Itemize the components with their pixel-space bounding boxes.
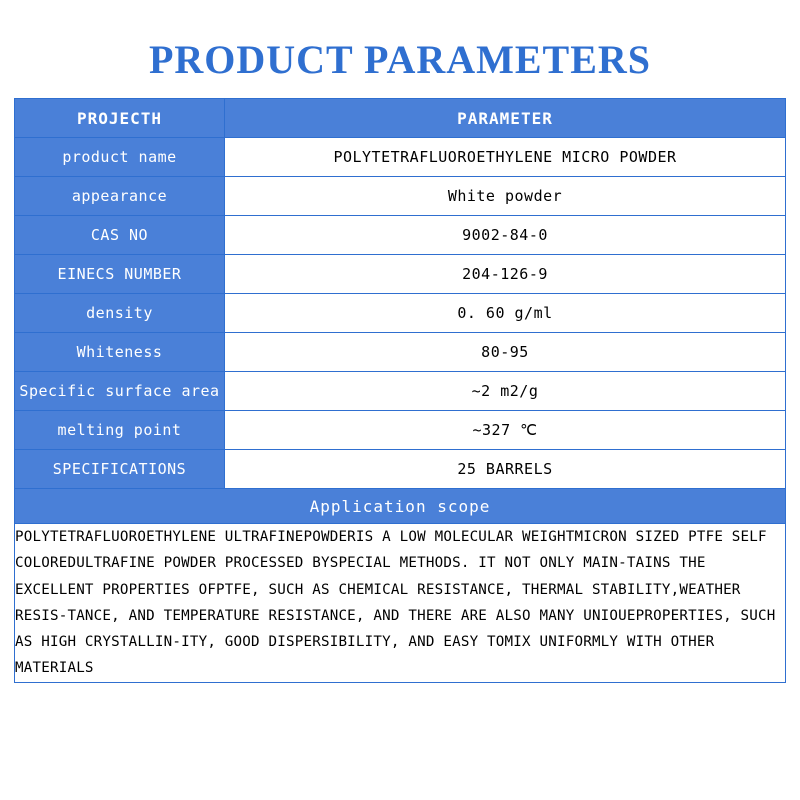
application-scope-body-row [15, 524, 786, 683]
row-value-specifications: 25 BARRELS [225, 450, 786, 489]
row-label-whiteness: Whiteness [15, 333, 225, 372]
row-value-appearance: White powder [225, 177, 786, 216]
header-parameter: PARAMETER [225, 99, 786, 138]
row-value-melting-point: ~327 ℃ [225, 411, 786, 450]
product-parameters-table [14, 98, 786, 683]
row-label-cas-no: CAS NO [15, 216, 225, 255]
application-scope-header-row [15, 489, 786, 524]
row-value-cas-no: 9002-84-0 [225, 216, 786, 255]
row-label-appearance: appearance [15, 177, 225, 216]
table-row [15, 216, 786, 255]
row-value-whiteness: 80-95 [225, 333, 786, 372]
table-row [15, 177, 786, 216]
table-header-row [15, 99, 786, 138]
row-value-specific-surface-area: ~2 m2/g [225, 372, 786, 411]
application-scope-header: Application scope [15, 489, 786, 524]
row-label-density: density [15, 294, 225, 333]
table-row [15, 255, 786, 294]
table-row [15, 294, 786, 333]
table-row [15, 333, 786, 372]
table-row [15, 372, 786, 411]
row-label-einecs-number: EINECS NUMBER [15, 255, 225, 294]
header-projecth: PROJECTH [15, 99, 225, 138]
table-row [15, 411, 786, 450]
row-value-product-name: POLYTETRAFLUOROETHYLENE MICRO POWDER [225, 138, 786, 177]
row-value-einecs-number: 204-126-9 [225, 255, 786, 294]
page-title: PRODUCT PARAMETERS [148, 37, 652, 82]
table-row [15, 450, 786, 489]
table-row [15, 138, 786, 177]
application-scope-text: POLYTETRAFLUOROETHYLENE ULTRAFINEPOWDERIS A LOW MOLECULAR WEIGHTMICRON SIZED PTFE SELF COLOREDULTRAFINE POWDER PROCESSED BYSPECIAL METHODS. IT NOT ONLY MAIN-TAINS THE EXCELLENT PROPERTIES OFPTFE, SUCH AS CHEMICAL RESISTANCE, THERMAL STABILITY,WEATHER RESIS-TANCE, AND TEMPERATURE RESISTANCE, AND THERE ARE ALSO MANY UNIOUEPROPERTIES, SUCH AS HIGH CRYSTALLIN-ITY, GOOD DISPERSIBILITY, AND EASY TOMIX UNIFORMLY WITH OTHER MATERIALS [15, 524, 786, 683]
row-label-product-name: product name [15, 138, 225, 177]
row-label-melting-point: melting point [15, 411, 225, 450]
row-value-density: 0. 60 g/ml [225, 294, 786, 333]
row-label-specifications: SPECIFICATIONS [15, 450, 225, 489]
row-label-specific-surface-area: Specific surface area [15, 372, 225, 411]
